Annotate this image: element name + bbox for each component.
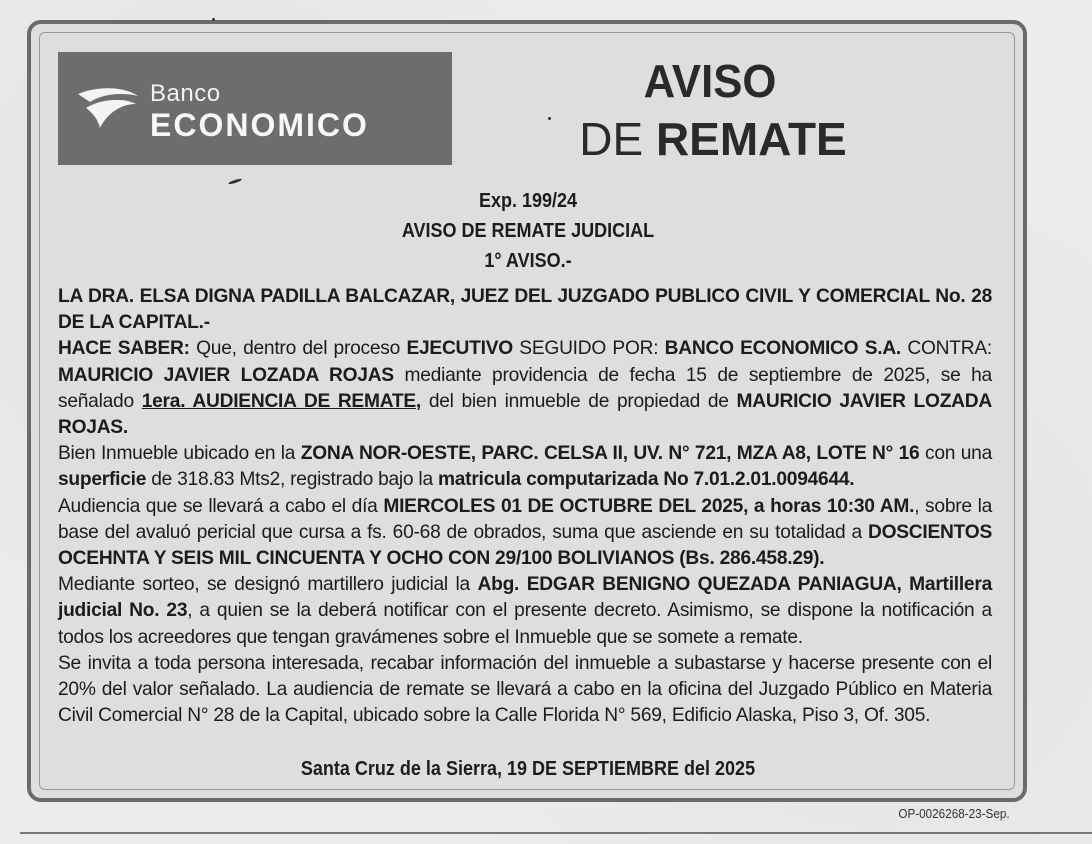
text-run: Que, dentro del proceso: [189, 338, 407, 360]
hace-saber-paragraph: [58, 336, 992, 441]
hace-saber-label: HACE SABER:: [58, 338, 190, 360]
scan-speck: [212, 18, 215, 21]
publication-code: OP-0026268-23-Sep.: [898, 806, 1010, 821]
text-run: , a quien se la deberá notificar con el presente decreto. Asimismo, se dispone la notificación a todos los acreedores que tengan gravámenes sobre el Inmueble que se somete a remate.: [58, 600, 992, 648]
text-run: del bien inmueble de propiedad de: [421, 390, 737, 412]
text-run: SEGUIDO POR:: [512, 338, 665, 360]
text-run: Bien Inmueble ubicado en la: [58, 443, 301, 465]
bottom-rule: [20, 832, 1092, 834]
notice-number: 1° AVISO.-: [484, 250, 572, 272]
invitation-paragraph: Se invita a toda persona interesada, recabar información del inmueble a subastarse y hacerse presente con el 20% del valor señalado. La audiencia de remate se llevará a cabo en la oficina del Juzgado Público en Materia Civil Comercial N° 28 de la Capital, ubicado sobre la Calle Florida N° 569, Edificio Alaska, Piso 3, Of. 305.: [58, 652, 992, 727]
title-remate: REMATE: [655, 113, 847, 165]
property-paragraph: [58, 441, 992, 493]
logo-text-banco: Banco: [150, 80, 221, 107]
plaintiff-name: BANCO ECONOMICO S.A.: [664, 338, 902, 360]
text-run: , sobre la base del avaluó pericial que cursa a fs. 60-68 de obrados, suma que asciende en su totalidad a: [58, 495, 992, 543]
hearing-date: MIERCOLES 01 DE OCTUBRE DEL 2025, a horas 10:30 AM.: [383, 495, 915, 517]
owner-name: MAURICIO JAVIER LOZADA ROJAS.: [58, 390, 992, 439]
judge-paragraph: [58, 284, 992, 336]
title-aviso: AVISO: [643, 55, 777, 107]
expediente-number: Exp. 199/24: [478, 190, 578, 212]
hearing-label: 1era. AUDIENCIA DE REMATE,: [141, 390, 421, 412]
text-run: Audiencia que se llevará a cabo el día: [58, 495, 384, 517]
auctioneer-name: Abg. EDGAR BENIGNO QUEZADA PANIAGUA, Martillera judicial No. 23: [58, 574, 992, 622]
appraisal-amount: DOSCIENTOS OCEHNTA Y SEIS MIL CINCUENTA Y OCHO CON 29/100 BOLIVIANOS (Bs. 286.458.29).: [58, 521, 992, 570]
defendant-name: MAURICIO JAVIER LOZADA ROJAS: [58, 364, 394, 386]
banco-economico-logo: [58, 52, 452, 165]
surface-label: superficie: [58, 469, 147, 491]
property-location: ZONA NOR-OESTE, PARC. CELSA II, UV. N° 721, MZA A8, LOTE N° 16: [300, 443, 920, 465]
logo-text-economico: ECONOMICO: [150, 107, 369, 143]
judge-text: LA DRA. ELSA DIGNA PADILLA BALCAZAR, JUEZ DEL JUZGADO PUBLICO CIVIL Y COMERCIAL No. 28 DE LA CAPITAL.-: [58, 286, 992, 334]
text-run: con una: [919, 443, 992, 465]
title-de-remate: [560, 112, 866, 166]
registry-number: matricula computarizada No 7.01.2.01.0094644.: [437, 469, 855, 491]
notice-body: [58, 284, 992, 729]
text-run: Mediante sorteo, se designó martillero judicial la: [58, 574, 478, 596]
signoff-date: Santa Cruz de la Sierra, 19 DE SEPTIEMBRE del 2025: [300, 758, 756, 780]
scan-speck: [548, 117, 551, 120]
title-de: DE: [579, 113, 644, 165]
text-run: de 318.83 Mts2, registrado bajo la: [146, 469, 438, 491]
process-type: EJECUTIVO: [406, 338, 513, 360]
bank-swoosh-icon: [76, 84, 140, 134]
notice-subtitle: AVISO DE REMATE JUDICIAL: [401, 220, 655, 242]
text-run: mediante providencia de fecha 15 de septiembre de 2025, se ha señalado: [58, 364, 992, 412]
text-run: CONTRA:: [901, 338, 992, 360]
auctioneer-paragraph: [58, 572, 992, 651]
hearing-paragraph: [58, 494, 992, 573]
